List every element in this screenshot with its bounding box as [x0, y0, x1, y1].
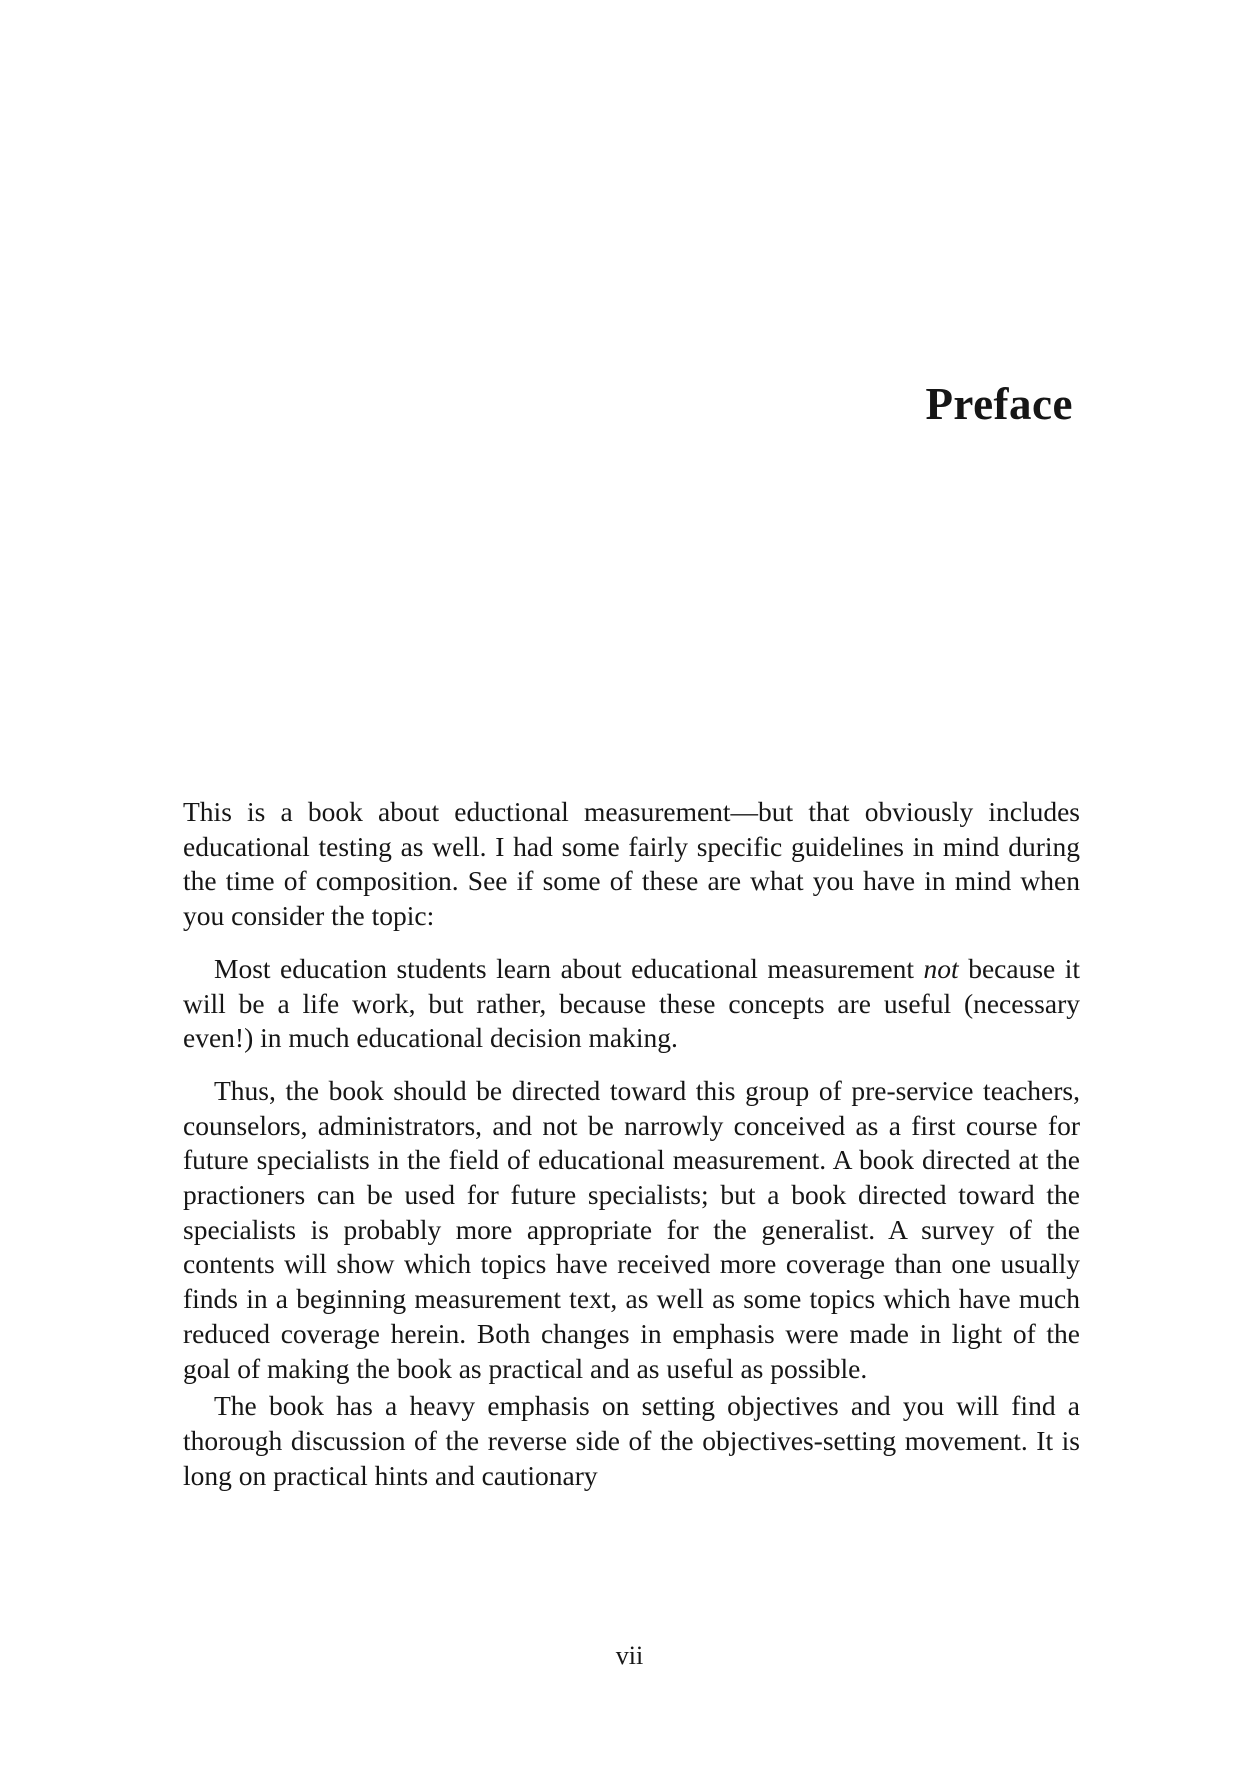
paragraph-objectives: The book has a heavy emphasis on setting objectives and you will find a thorough discussion of the reverse side of the objectives-setting movement. It is long on practical hints and cautionary	[183, 1390, 1080, 1491]
paragraph-guideline-1-rest: because it will be a life work, but rather, because these concepts are useful (necessary even!) in much educational decision making.	[183, 952, 1081, 1054]
page-title: Preface	[925, 379, 1073, 429]
paragraph-guideline-2: Thus, the book should be directed toward this group of pre-service teachers, counselors, administrators, and not be narrowly conceived as a first course for future specialists in the field of educational measurement. A book directed at the practioners can be used for future specialists; but a book directed toward the specialists is probably more appropriate for the generalist. A survey of the contents will show which topics have received more coverage than one usually finds in a beginning measurement text, as well as some topics which have much reduced coverage herein. Both changes in emphasis were made in light of the goal of making the book as practical and as useful as possible.	[183, 1074, 1080, 1384]
paragraph-guideline-1	[183, 952, 1080, 1056]
paragraph-intro: This is a book about eductional measurement—but that obviously includes educational testing as well. I had some fairly specific guidelines in mind during the time of composition. See if some of these are what you have in mind when you consider the topic:	[183, 796, 1080, 932]
body-text	[183, 795, 1080, 1493]
emphasis-not: not	[923, 952, 959, 984]
page-number: vii	[615, 1641, 644, 1670]
paragraph-guideline-1-lead: Most education students learn about educational measurement	[214, 952, 915, 984]
